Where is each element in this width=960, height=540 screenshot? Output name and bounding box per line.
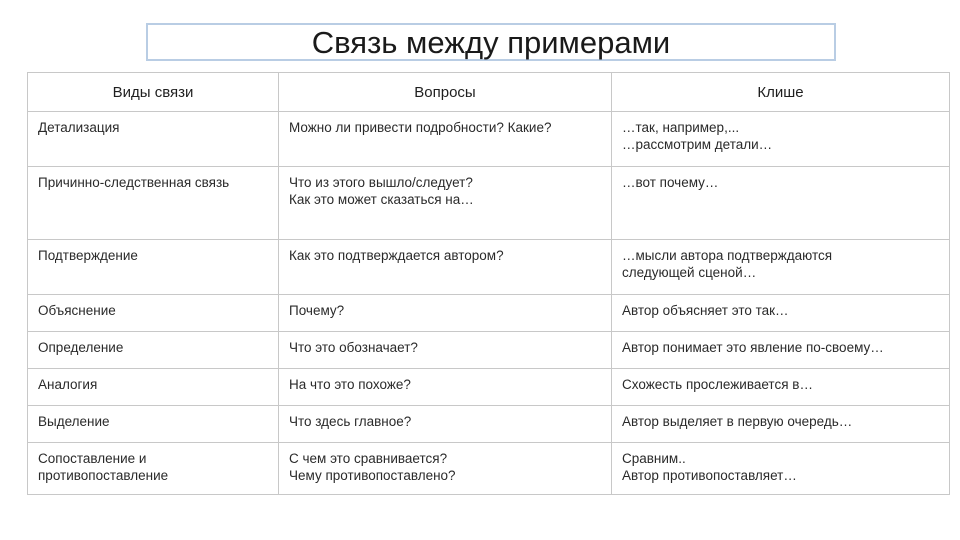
header-questions: Вопросы <box>279 73 612 112</box>
slide-title-box <box>146 23 836 61</box>
cell-line: …рассмотрим детали… <box>622 137 773 152</box>
cell-line: Как это подтверждается автором? <box>289 248 504 263</box>
cell-cliche <box>612 240 950 295</box>
table-header-row <box>28 73 950 112</box>
cell-cliche <box>612 369 950 406</box>
table-row <box>28 332 950 369</box>
cell-type <box>28 406 279 443</box>
cell-line: Что из этого вышло/следует? <box>289 175 473 190</box>
cell-questions <box>279 406 612 443</box>
table-row <box>28 443 950 495</box>
cell-questions <box>279 332 612 369</box>
cell-questions <box>279 443 612 495</box>
cell-type <box>28 369 279 406</box>
cell-type <box>28 295 279 332</box>
cell-line: противопоставление <box>38 468 169 483</box>
cell-cliche <box>612 443 950 495</box>
cell-cliche <box>612 112 950 167</box>
cell-line: Подтверждение <box>38 248 138 263</box>
cell-line: Что это обозначает? <box>289 340 418 355</box>
cell-questions <box>279 167 612 240</box>
cell-cliche <box>612 332 950 369</box>
cell-line: Причинно-следственная связь <box>38 175 230 190</box>
cell-line: Автор выделяет в первую очередь… <box>622 414 853 429</box>
cell-line: На что это похоже? <box>289 377 411 392</box>
cell-line: …мысли автора подтверждаются <box>622 248 833 263</box>
cell-questions <box>279 369 612 406</box>
cell-line: С чем это сравнивается? <box>289 451 448 466</box>
cell-cliche <box>612 406 950 443</box>
cell-type <box>28 240 279 295</box>
header-cliche: Клише <box>612 73 950 112</box>
table-row <box>28 369 950 406</box>
cell-type <box>28 332 279 369</box>
cell-type <box>28 443 279 495</box>
slide-title: Связь между примерами <box>311 24 671 60</box>
cell-line: Объяснение <box>38 303 116 318</box>
table-row <box>28 112 950 167</box>
cell-line: Схожесть прослеживается в… <box>622 377 813 392</box>
cell-line: Определение <box>38 340 124 355</box>
cell-type <box>28 167 279 240</box>
cell-line: Аналогия <box>38 377 98 392</box>
cell-line: Как это может сказаться на… <box>289 192 474 207</box>
cell-line: Автор понимает это явление по-своему… <box>622 340 884 355</box>
table-row <box>28 167 950 240</box>
table-row <box>28 406 950 443</box>
cell-line: …вот почему… <box>622 175 719 190</box>
cell-questions <box>279 240 612 295</box>
cell-type <box>28 112 279 167</box>
cell-line: Почему? <box>289 303 345 318</box>
cell-line: следующей сценой… <box>622 265 757 280</box>
cell-line: Автор противопоставляет… <box>622 468 797 483</box>
cell-line: Сравним.. <box>622 451 686 466</box>
cell-line: Можно ли привести подробности? Какие? <box>289 120 552 135</box>
cell-cliche <box>612 167 950 240</box>
cell-line: Выделение <box>38 414 110 429</box>
cell-cliche <box>612 295 950 332</box>
cell-line: Что здесь главное? <box>289 414 412 429</box>
cell-line: …так, например,... <box>622 120 740 135</box>
cell-line: Автор объясняет это так… <box>622 303 789 318</box>
header-types: Виды связи <box>28 73 279 112</box>
cell-line: Чему противопоставлено? <box>289 468 456 483</box>
cell-questions <box>279 112 612 167</box>
cell-line: Сопоставление и <box>38 451 147 466</box>
cell-questions <box>279 295 612 332</box>
table-row <box>28 240 950 295</box>
connections-table <box>27 72 950 495</box>
cell-line: Детализация <box>38 120 120 135</box>
table-row <box>28 295 950 332</box>
